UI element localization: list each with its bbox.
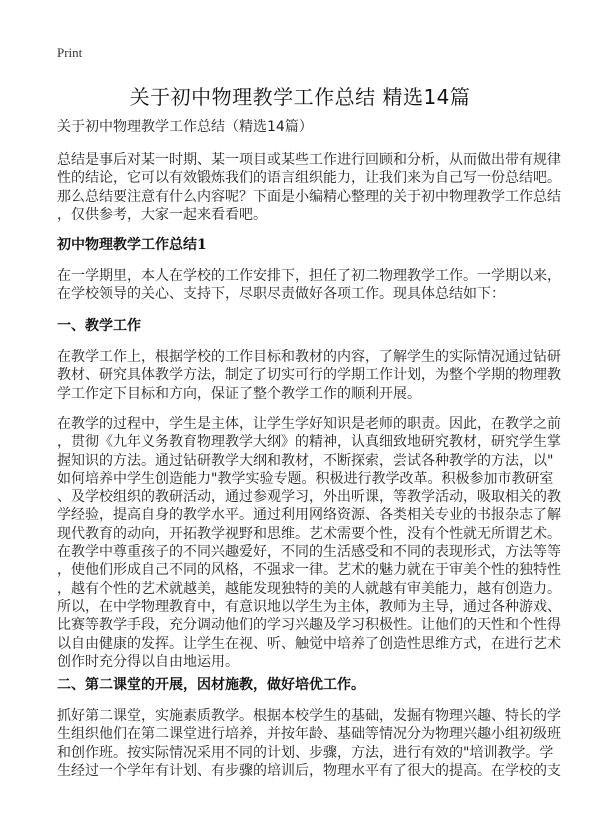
intro-paragraph xyxy=(57,151,561,224)
paragraph-line: 握知识的方法。通过钻研教学大纲和教材，不断探索，尝试各种教学的方法，以" xyxy=(57,452,554,469)
subtitle-text: 关于初中物理教学工作总结（精选14篇） xyxy=(57,119,313,135)
paragraph-line: 和创作班。按实际情况采用不同的计划、步骤，方法，进行有效的"培训教学。学 xyxy=(57,744,554,761)
paragraph-line: 创作时充分得以自由地运用。 xyxy=(57,653,239,670)
section1-paragraph xyxy=(57,267,561,304)
paragraph-line: 如何培养中学生创造能力"教学实验专题。积极进行教学改革。积极参加市教研室 xyxy=(57,470,554,487)
paragraph-line: 比赛等教学手段，充分调动他们的学习兴趣及学习积极性。让他们的天性和个性得 xyxy=(57,617,561,634)
paragraph-line: 在教学的过程中，学生是主体，让学生学好知识是老师的职责。因此，在教学之前 xyxy=(57,416,561,432)
paragraph-line: 所以，在中学物理教育中，有意识地以学生为主体，教师为主导，通过各种游戏、 xyxy=(57,598,561,615)
paragraph-line: 抓好第二课堂，实施素质教学。根据本校学生的基础，发掘有物理兴趣、特长的学 xyxy=(57,708,561,724)
paragraph-line: 在一学期里，本人在学校的工作安排下，担任了初二物理教学工作。一学期以来， xyxy=(57,268,561,284)
teaching-paragraph-1 xyxy=(57,348,561,403)
intro-line: 性的结论，它可以有效锻炼我们的语言组织能力，让我们来为自己写一份总结吧。 xyxy=(57,170,561,187)
second-classroom-paragraph xyxy=(57,707,561,780)
document-title: 关于初中物理教学工作总结 精选14篇 xyxy=(129,85,471,109)
paragraph-line: 学工作定下目标和方向，保证了整个教学工作的顺利开展。 xyxy=(57,385,421,402)
subtitle xyxy=(57,118,547,136)
paragraph-line: 在教学中尊重孩子的不同兴趣爱好，不同的生活感受和不同的表现形式，方法等等 xyxy=(57,544,561,561)
paragraph-line: ，贯彻《九年义务教育物理教学大纲》的精神，认真细致地研究教材，研究学生掌 xyxy=(57,434,561,451)
heading-teaching-work: 一、教学工作 xyxy=(57,318,141,334)
teaching-paragraph-2 xyxy=(57,415,561,671)
paragraph-line: 、及学校组织的教研活动，通过参观学习，外出听课，等教学活动，吸取相关的教 xyxy=(57,489,561,506)
print-link[interactable]: Print xyxy=(57,45,83,60)
intro-line: 那么总结要注意有什么内容呢？下面是小编精心整理的关于初中物理教学工作总结 xyxy=(57,188,561,205)
paragraph-line: 在教学工作上，根据学校的工作目标和教材的内容，了解学生的实际情况通过钻研 xyxy=(57,349,561,365)
paragraph-line: ，越有个性的艺术就越美，越能发现独特的美的人就越有审美能力，越有创造力。 xyxy=(57,580,561,597)
paragraph-line: 在学校领导的关心、支持下，尽职尽责做好各项工作。现具体总结如下： xyxy=(57,286,505,303)
paragraph-line: ，使他们形成自己不同的风格，不强求一律。艺术的魅力就在于审美个性的独特性 xyxy=(57,562,561,579)
paragraph-line: 教材、研究具体教学方法，制定了切实可行的学期工作计划，为整个学期的物理教 xyxy=(57,367,561,384)
section1-heading: 初中物理教学工作总结1 xyxy=(57,237,207,253)
paragraph-line: 生经过一个学年有计划、有步骤的培训后，物理水平有了很大的提高。在学校的支 xyxy=(57,762,561,779)
paragraph-line: 生组织他们在第二课堂进行培养，并按年龄、基础等情况分为物理兴趣小组初级班 xyxy=(57,726,561,743)
heading-second-classroom: 二、第二课堂的开展，因材施教，做好培优工作。 xyxy=(57,677,365,693)
intro-line: ，仅供参考，大家一起来看看吧。 xyxy=(57,206,267,223)
paragraph-line: 现代教育的动向，开拓教学视野和思维。艺术需要个性，没有个性就无所谓艺术。 xyxy=(57,525,561,542)
intro-line: 总结是事后对某一时期、某一项目或某些工作进行回顾和分析，从而做出带有规律 xyxy=(57,152,561,168)
paragraph-line: 以自由健康的发挥。让学生在视、听、触觉中培养了创造性思维方式，在进行艺术 xyxy=(57,635,561,652)
paragraph-line: 学经验，提高自身的教学水平。通过利用网络资源、各类相关专业的书报杂志了解 xyxy=(57,507,561,524)
